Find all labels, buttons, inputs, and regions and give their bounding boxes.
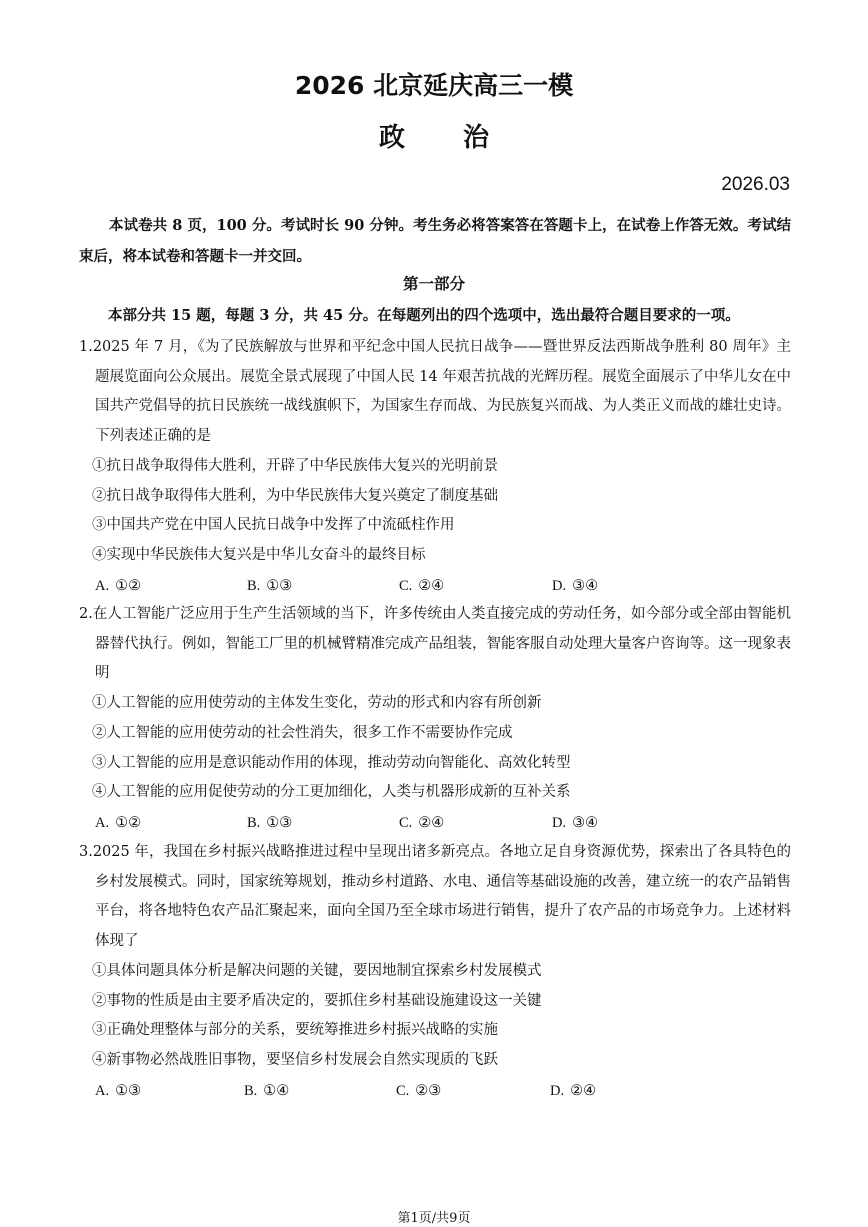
choice-a: A. ①② (95, 814, 142, 831)
statement-option: ②抗日战争取得伟大胜利，为中华民族伟大复兴奠定了制度基础 (92, 487, 498, 504)
part-title: 第一部分 (402, 275, 465, 293)
choice-c: C. ②④ (399, 577, 445, 594)
statement-option: ①抗日战争取得伟大胜利，开辟了中华民族伟大复兴的光明前景 (92, 457, 498, 474)
statement-option: ①具体问题具体分析是解决问题的关键，要因地制宜探索乡村发展模式 (92, 962, 542, 979)
part-description: 本部分共 15 题，每题 3 分，共 45 分。在每题列出的四个选项中，选出最符合题目要求的一项。 (108, 307, 740, 324)
statement-option: ②事物的性质是由主要矛盾决定的，要抓住乡村基础设施建设这一关键 (92, 992, 542, 1009)
subject-title: 政治 (378, 123, 547, 153)
question-3 (79, 838, 791, 1106)
statement-option: ④新事物必然战胜旧事物，要坚信乡村发展会自然实现质的飞跃 (92, 1051, 498, 1068)
question-stem: 2.在人工智能广泛应用于生产生活领域的当下，许多传统由人类直接完成的劳动任务，如今部分或全部由智能机器替代执行。例如，智能工厂里的机械臂精准完成产品组装，智能客服自动处理大量客户咨询等。这一现象表明 (79, 606, 791, 682)
exam-notice: 本试卷共 8 页，100 分。考试时长 90 分钟。考生务必将答案答在答题卡上，在试卷上作答无效。考试结束后，将本试卷和答题卡一并交回。 (79, 217, 791, 265)
choice-d: D. ③④ (552, 577, 599, 594)
question-1 (79, 333, 791, 601)
exam-date: 2026.03 (721, 174, 790, 195)
statement-option: ④实现中华民族伟大复兴是中华儿女奋斗的最终目标 (92, 546, 426, 563)
statement-option: ③正确处理整体与部分的关系，要统筹推进乡村振兴战略的实施 (92, 1022, 498, 1039)
page-number: 第1页/共9页 (397, 1211, 471, 1226)
statement-option: ③中国共产党在中国人民抗日战争中发挥了中流砥柱作用 (92, 517, 455, 534)
exam-title: 2026 北京延庆高三一模 (294, 71, 574, 100)
choice-c: C. ②④ (399, 814, 445, 831)
choice-c: C. ②③ (396, 1082, 442, 1099)
choice-b: B. ①③ (247, 577, 293, 594)
answer-choices (79, 808, 791, 838)
statement-option: ④人工智能的应用促使劳动的分工更加细化，人类与机器形成新的互补关系 (92, 784, 571, 801)
choice-b: B. ①④ (244, 1082, 290, 1099)
answer-choices (79, 571, 791, 601)
question-2 (79, 600, 791, 838)
statement-option: ③人工智能的应用是意识能动作用的体现，推动劳动向智能化、高效化转型 (92, 754, 571, 771)
choice-a: A. ①② (95, 577, 142, 594)
choice-d: D. ③④ (552, 814, 599, 831)
question-stem: 3.2025 年，我国在乡村振兴战略推进过程中呈现出诸多新亮点。各地立足自身资源优势，探索出了各具特色的乡村发展模式。同时，国家统筹规划，推动乡村道路、水电、通信等基础设施的改善，建立统一的农产品销售平台，将各地特色农产品汇聚起来，面向全国乃至全球市场进行销售，提升了农产品的市场竞争力。上述材料体现了 (79, 844, 791, 950)
choice-a: A. ①③ (95, 1082, 142, 1099)
statement-option: ①人工智能的应用使劳动的主体发生变化，劳动的形式和内容有所创新 (92, 695, 542, 712)
answer-choices (79, 1076, 791, 1106)
statement-option: ②人工智能的应用使劳动的社会性消失，很多工作不需要协作完成 (92, 724, 513, 741)
choice-b: B. ①③ (247, 814, 293, 831)
choice-d: D. ②④ (550, 1082, 597, 1099)
question-stem: 1.2025 年 7 月，《为了民族解放与世界和平纪念中国人民抗日战争——暨世界反法西斯战争胜利 80 周年》主题展览面向公众展出。展览全景式展现了中国人民 14 年艰苦抗战的光辉历程。展览全面展示了中华儿女在中国共产党倡导的抗日民族统一战线旗帜下，为国家生存而战、为民族复兴而战、为人类正义而战的雄壮史诗。下列表述正确的是 (79, 339, 791, 445)
